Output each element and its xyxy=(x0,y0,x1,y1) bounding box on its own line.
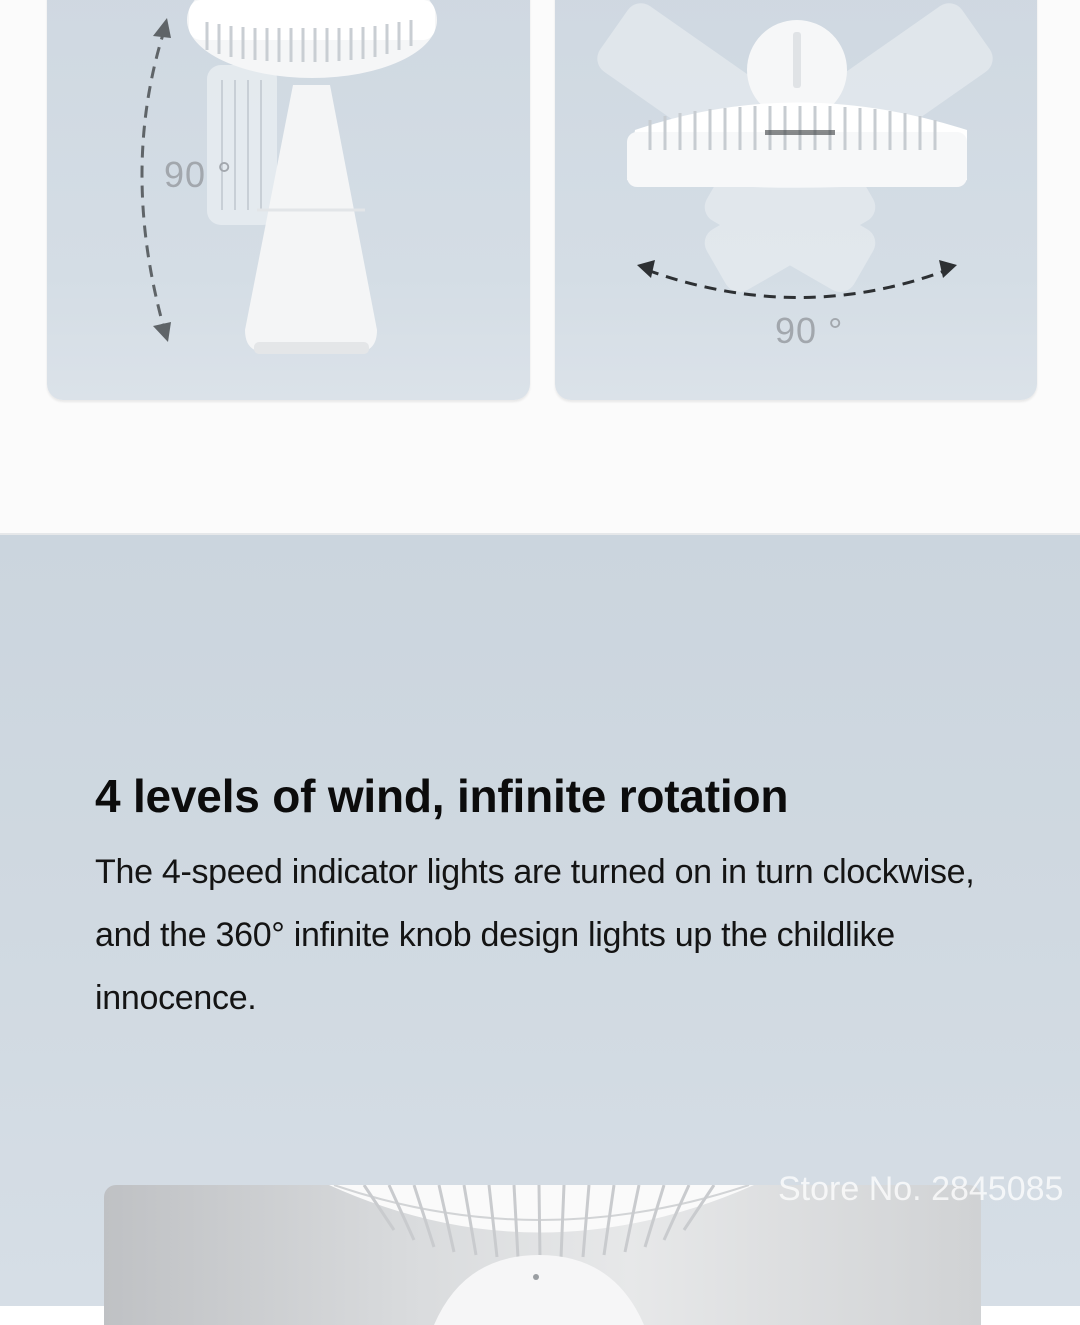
store-watermark: Store No. 2845085 xyxy=(778,1170,1064,1208)
vertical-angle-label: 90 ° xyxy=(164,154,233,195)
vertical-tilt-card xyxy=(47,0,530,400)
feature-body-line-2: and the 360° infinite knob design lights up the childlike xyxy=(95,916,895,954)
desk-fan-vertical-illustration xyxy=(47,0,530,400)
horizontal-swing-card xyxy=(555,0,1037,400)
horizontal-angle-label: 90 ° xyxy=(775,310,844,351)
feature-headline: 4 levels of wind, infinite rotation xyxy=(95,770,789,822)
feature-body-line-1: The 4-speed indicator lights are turned on in turn clockwise, xyxy=(95,853,975,891)
feature-body-line-3: innocence. xyxy=(95,979,257,1017)
